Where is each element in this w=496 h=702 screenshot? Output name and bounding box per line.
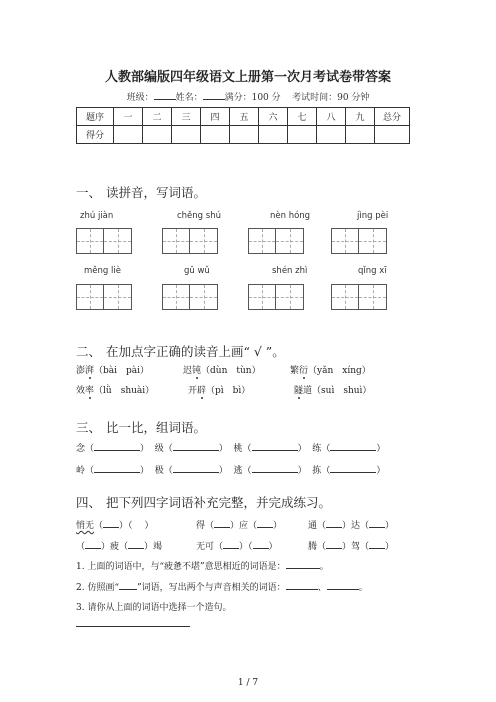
section2-heading <box>76 342 285 360</box>
section-title: 比一比，组词语。 <box>106 420 207 435</box>
page-title: 人教部编版四年级语文上册第一次月考试卷带答案 <box>104 70 391 85</box>
pinyin-label: zhú jiàn <box>80 211 114 221</box>
idiom-item: 腾（ ）驾（ ） <box>308 539 394 552</box>
question-2: 2. 仿照画“ ”词语，写出两个与声音相关的词语： 、 。 <box>76 580 368 593</box>
answer-blank[interactable] <box>103 518 119 528</box>
pronunciation-item[interactable]: 效率（lǜ shuài） <box>76 386 155 396</box>
section-number: 一、 <box>76 185 102 200</box>
answer-blank[interactable] <box>94 463 140 473</box>
section-title: 在加点字正确的读音上画“ √ ”。 <box>106 344 285 359</box>
table-header-row <box>77 108 410 126</box>
score-label: 满分：100 分 <box>224 93 281 103</box>
score-cell[interactable] <box>288 126 317 144</box>
table-header-cell: 六 <box>259 108 288 126</box>
score-cell[interactable] <box>230 126 259 144</box>
score-cell[interactable] <box>317 126 346 144</box>
idiom-item: 得（ ）应（ ） <box>196 518 282 531</box>
class-blank[interactable] <box>154 90 176 100</box>
writing-grid[interactable] <box>248 228 304 254</box>
question-3: 3. 请你从上面的词语中选择一个造句。 <box>76 603 232 613</box>
pinyin-label: měng liè <box>84 266 121 276</box>
idiom-item: 悄无（ ）（ ） <box>76 518 154 531</box>
answer-blank[interactable] <box>94 441 140 451</box>
pinyin-label: qǐng xī <box>358 266 387 276</box>
word-group-row: 岭（ ） 极（ ） 逃（ ） 拣（ ） <box>76 463 385 476</box>
section4-heading <box>76 493 331 511</box>
section-title: 把下列四字词语补充完整，并完成练习。 <box>106 495 332 510</box>
writing-grid[interactable] <box>76 228 132 254</box>
pinyin-label: jìng pèi <box>357 211 389 221</box>
score-cell[interactable] <box>172 126 201 144</box>
answer-blank[interactable] <box>128 539 144 549</box>
answer-blank[interactable] <box>85 539 101 549</box>
idiom-item: （ ）疲（ ）竭 <box>76 539 162 552</box>
table-header-cell: 七 <box>288 108 317 126</box>
pronunciation-item[interactable]: 隧道（suì shuì） <box>294 386 372 396</box>
section-number: 四、 <box>76 495 102 510</box>
table-header-cell: 题序 <box>77 108 114 126</box>
answer-blank[interactable] <box>369 518 385 528</box>
question-1: 1. 上面的词语中，与“疲惫不堪”意思相近的词语是： 。 <box>76 559 329 572</box>
time-label: 考试时间：90 分钟 <box>292 93 370 103</box>
score-cell[interactable] <box>259 126 288 144</box>
answer-blank[interactable] <box>286 580 318 590</box>
pinyin-label: nèn hóng <box>270 211 311 221</box>
name-label: 姓名： <box>175 93 203 103</box>
table-header-cell: 三 <box>172 108 201 126</box>
answer-blank[interactable] <box>173 463 219 473</box>
section-number: 二、 <box>76 344 102 359</box>
writing-grid[interactable] <box>248 284 304 310</box>
idiom-item: 无可（ ）（ ） <box>196 539 278 552</box>
answer-line[interactable] <box>76 626 190 627</box>
writing-grid[interactable] <box>162 284 218 310</box>
score-cell[interactable] <box>143 126 172 144</box>
score-cell[interactable] <box>114 126 143 144</box>
pronunciation-item[interactable]: 开辟（pì bì） <box>188 386 251 396</box>
answer-blank[interactable] <box>330 463 376 473</box>
score-cell[interactable] <box>201 126 230 144</box>
pronunciation-item[interactable]: 繁衍（yǎn xíng） <box>290 366 371 376</box>
section-title: 读拼音，写词语。 <box>106 185 207 200</box>
name-blank[interactable] <box>203 90 225 100</box>
idiom-item: 通（ ）达（ ） <box>308 518 394 531</box>
writing-grid[interactable] <box>331 284 387 310</box>
pinyin-label: shén zhì <box>272 266 308 276</box>
answer-blank[interactable] <box>326 539 342 549</box>
table-header-cell: 总分 <box>375 108 410 126</box>
pronunciation-item[interactable]: 澎湃（bài pài） <box>76 366 150 376</box>
answer-blank[interactable] <box>326 518 342 528</box>
section-number: 三、 <box>76 420 102 435</box>
exam-info <box>0 90 496 103</box>
answer-blank[interactable] <box>214 518 230 528</box>
pronunciation-item[interactable]: 迟钝（dùn tùn） <box>183 366 261 376</box>
page-number: 1 / 7 <box>237 678 259 688</box>
score-table <box>76 107 410 144</box>
score-row-label: 得分 <box>77 126 114 144</box>
word-group-row: 念（ ） 级（ ） 桃（ ） 练（ ） <box>76 441 385 454</box>
answer-blank[interactable] <box>369 539 385 549</box>
table-header-cell: 九 <box>346 108 375 126</box>
table-header-cell: 四 <box>201 108 230 126</box>
table-header-cell: 二 <box>143 108 172 126</box>
writing-grid[interactable] <box>162 228 218 254</box>
table-header-cell: 五 <box>230 108 259 126</box>
answer-blank[interactable] <box>253 539 269 549</box>
pinyin-label: chěng shú <box>177 211 221 221</box>
answer-blank[interactable] <box>257 518 273 528</box>
table-header-cell: 八 <box>317 108 346 126</box>
section3-heading <box>76 418 206 436</box>
writing-grid[interactable] <box>331 228 387 254</box>
underline-sample <box>119 580 137 590</box>
answer-blank[interactable] <box>223 539 239 549</box>
pinyin-label: gǔ wǔ <box>184 266 210 276</box>
writing-grid[interactable] <box>76 284 132 310</box>
score-cell[interactable] <box>375 126 410 144</box>
section1-heading <box>76 183 206 201</box>
answer-blank[interactable] <box>286 559 320 569</box>
answer-blank[interactable] <box>252 441 298 451</box>
table-score-row <box>77 126 410 144</box>
answer-blank[interactable] <box>327 580 359 590</box>
class-label: 班级： <box>126 93 154 103</box>
table-header-cell: 一 <box>114 108 143 126</box>
answer-blank[interactable] <box>330 441 376 451</box>
answer-blank[interactable] <box>252 463 298 473</box>
score-cell[interactable] <box>346 126 375 144</box>
answer-blank[interactable] <box>173 441 219 451</box>
